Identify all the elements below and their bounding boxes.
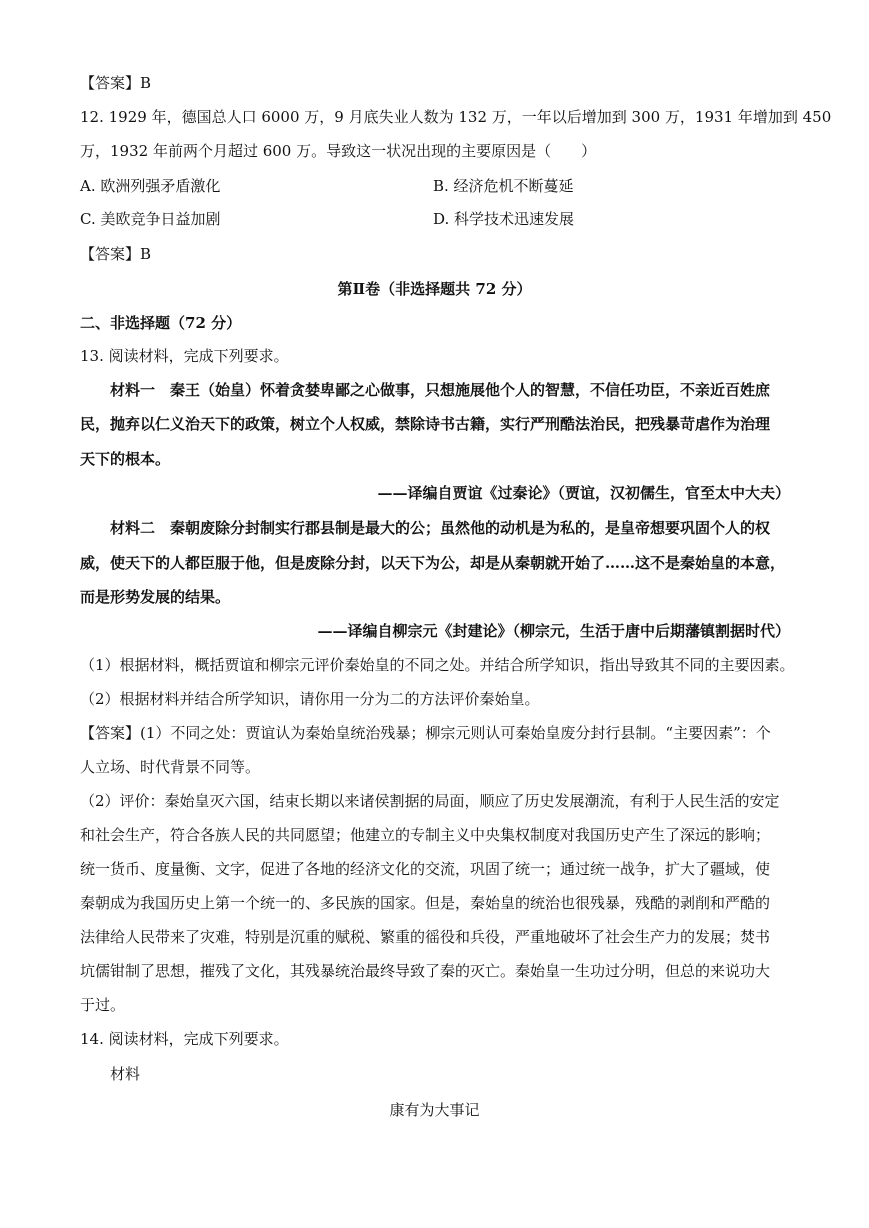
q13-material2-line1: 材料二 秦朝废除分封制实行郡县制是最大的公；虽然他的动机是为私的，是皇帝想要巩固个人的权 [110,519,771,537]
q14-table-title: 康有为大事记 [389,1101,480,1119]
q12-option-a: A. 欧洲列强矛盾激化 [80,177,221,195]
q12-option-d: D. 科学技术迅速发展 [433,210,575,228]
q13-requirement-1: （1）根据材料，概括贾谊和柳宗元评价秦始皇的不同之处。并结合所学知识，指出导致其不同的主要因素。 [80,656,795,674]
volume-title: 第Ⅱ卷（非选择题共 72 分） [337,280,532,298]
q13-answer2-line7: 于过。 [80,996,126,1014]
q13-material2-source: ——译编自柳宗元《封建论》（柳宗元，生活于唐中后期藩镇割据时代） [317,622,790,640]
q13-material1-line2: 民，抛弃以仁义治天下的政策，树立个人权威，禁除诗书古籍，实行严刑酷法治民，把残暴苛虐作为治理 [80,415,771,433]
q13-intro: 13. 阅读材料，完成下列要求。 [80,347,289,365]
q13-answer1-line2: 人立场、时代背景不同等。 [80,758,261,776]
q12-option-b: B. 经济危机不断蔓延 [433,177,574,195]
q13-answer2-line5: 法律给人民带来了灾难，特别是沉重的赋税、繁重的徭役和兵役，严重地破坏了社会生产力的发展；焚书 [80,928,771,946]
q12-answer: 【答案】B [80,245,152,263]
q12-stem-line1: 12. 1929 年，德国总人口 6000 万，9 月底失业人数为 132 万，一年以后增加到 300 万，1931 年增加到 450 [80,108,832,126]
q11-answer: 【答案】B [80,74,152,92]
q13-answer2-line3: 统一货币、度量衡、文字，促进了各地的经济文化的交流，巩固了统一；通过统一战争，扩大了疆域，使 [80,860,771,878]
q13-answer2-line6: 坑儒钳制了思想，摧残了文化，其残暴统治最终导致了秦的灭亡。秦始皇一生功过分明，但总的来说功大 [80,962,771,980]
q12-option-c: C. 美欧竞争日益加剧 [80,210,221,228]
q14-intro: 14. 阅读材料，完成下列要求。 [80,1030,289,1048]
section-heading: 二、非选择题（72 分） [80,314,242,332]
q13-material1-source: ——译编自贾谊《过秦论》（贾谊，汉初儒生，官至太中大夫） [377,484,790,502]
q13-requirement-2: （2）根据材料并结合所学知识，请你用一分为二的方法评价秦始皇。 [80,690,540,708]
q13-material2-line2: 威，使天下的人都臣服于他，但是废除分封，以天下为公，却是从秦朝就开始了……这不是秦始皇的本意， [80,554,786,572]
q13-answer2-line2: 和社会生产，符合各族人民的共同愿望；他建立的专制主义中央集权制度对我国历史产生了深远的影响； [80,826,771,844]
q13-answer1-line1: 【答案】(1）不同之处：贾谊认为秦始皇统治残暴；柳宗元则认可秦始皇废分封行县制。“主要因素”：个 [80,724,771,742]
q13-answer2-line4: 秦朝成为我国历史上第一个统一的、多民族的国家。但是，秦始皇的统治也很残暴，残酷的剥削和严酷的 [80,894,771,912]
q13-answer2-line1: （2）评价：秦始皇灭六国，结束长期以来诸侯割据的局面，顺应了历史发展潮流，有利于人民生活的安定 [80,792,780,810]
q13-material1-line1: 材料一 秦王（始皇）怀着贪婪卑鄙之心做事，只想施展他个人的智慧，不信任功臣，不亲近百姓庶 [110,381,771,399]
q12-stem-line2: 万，1932 年前两个月超过 600 万。导致这一状况出现的主要原因是（ ） [80,142,597,160]
q13-material1-line3: 天下的根本。 [80,450,171,468]
q14-material-label: 材料 [110,1065,141,1083]
q13-material2-line3: 而是形势发展的结果。 [80,588,231,606]
